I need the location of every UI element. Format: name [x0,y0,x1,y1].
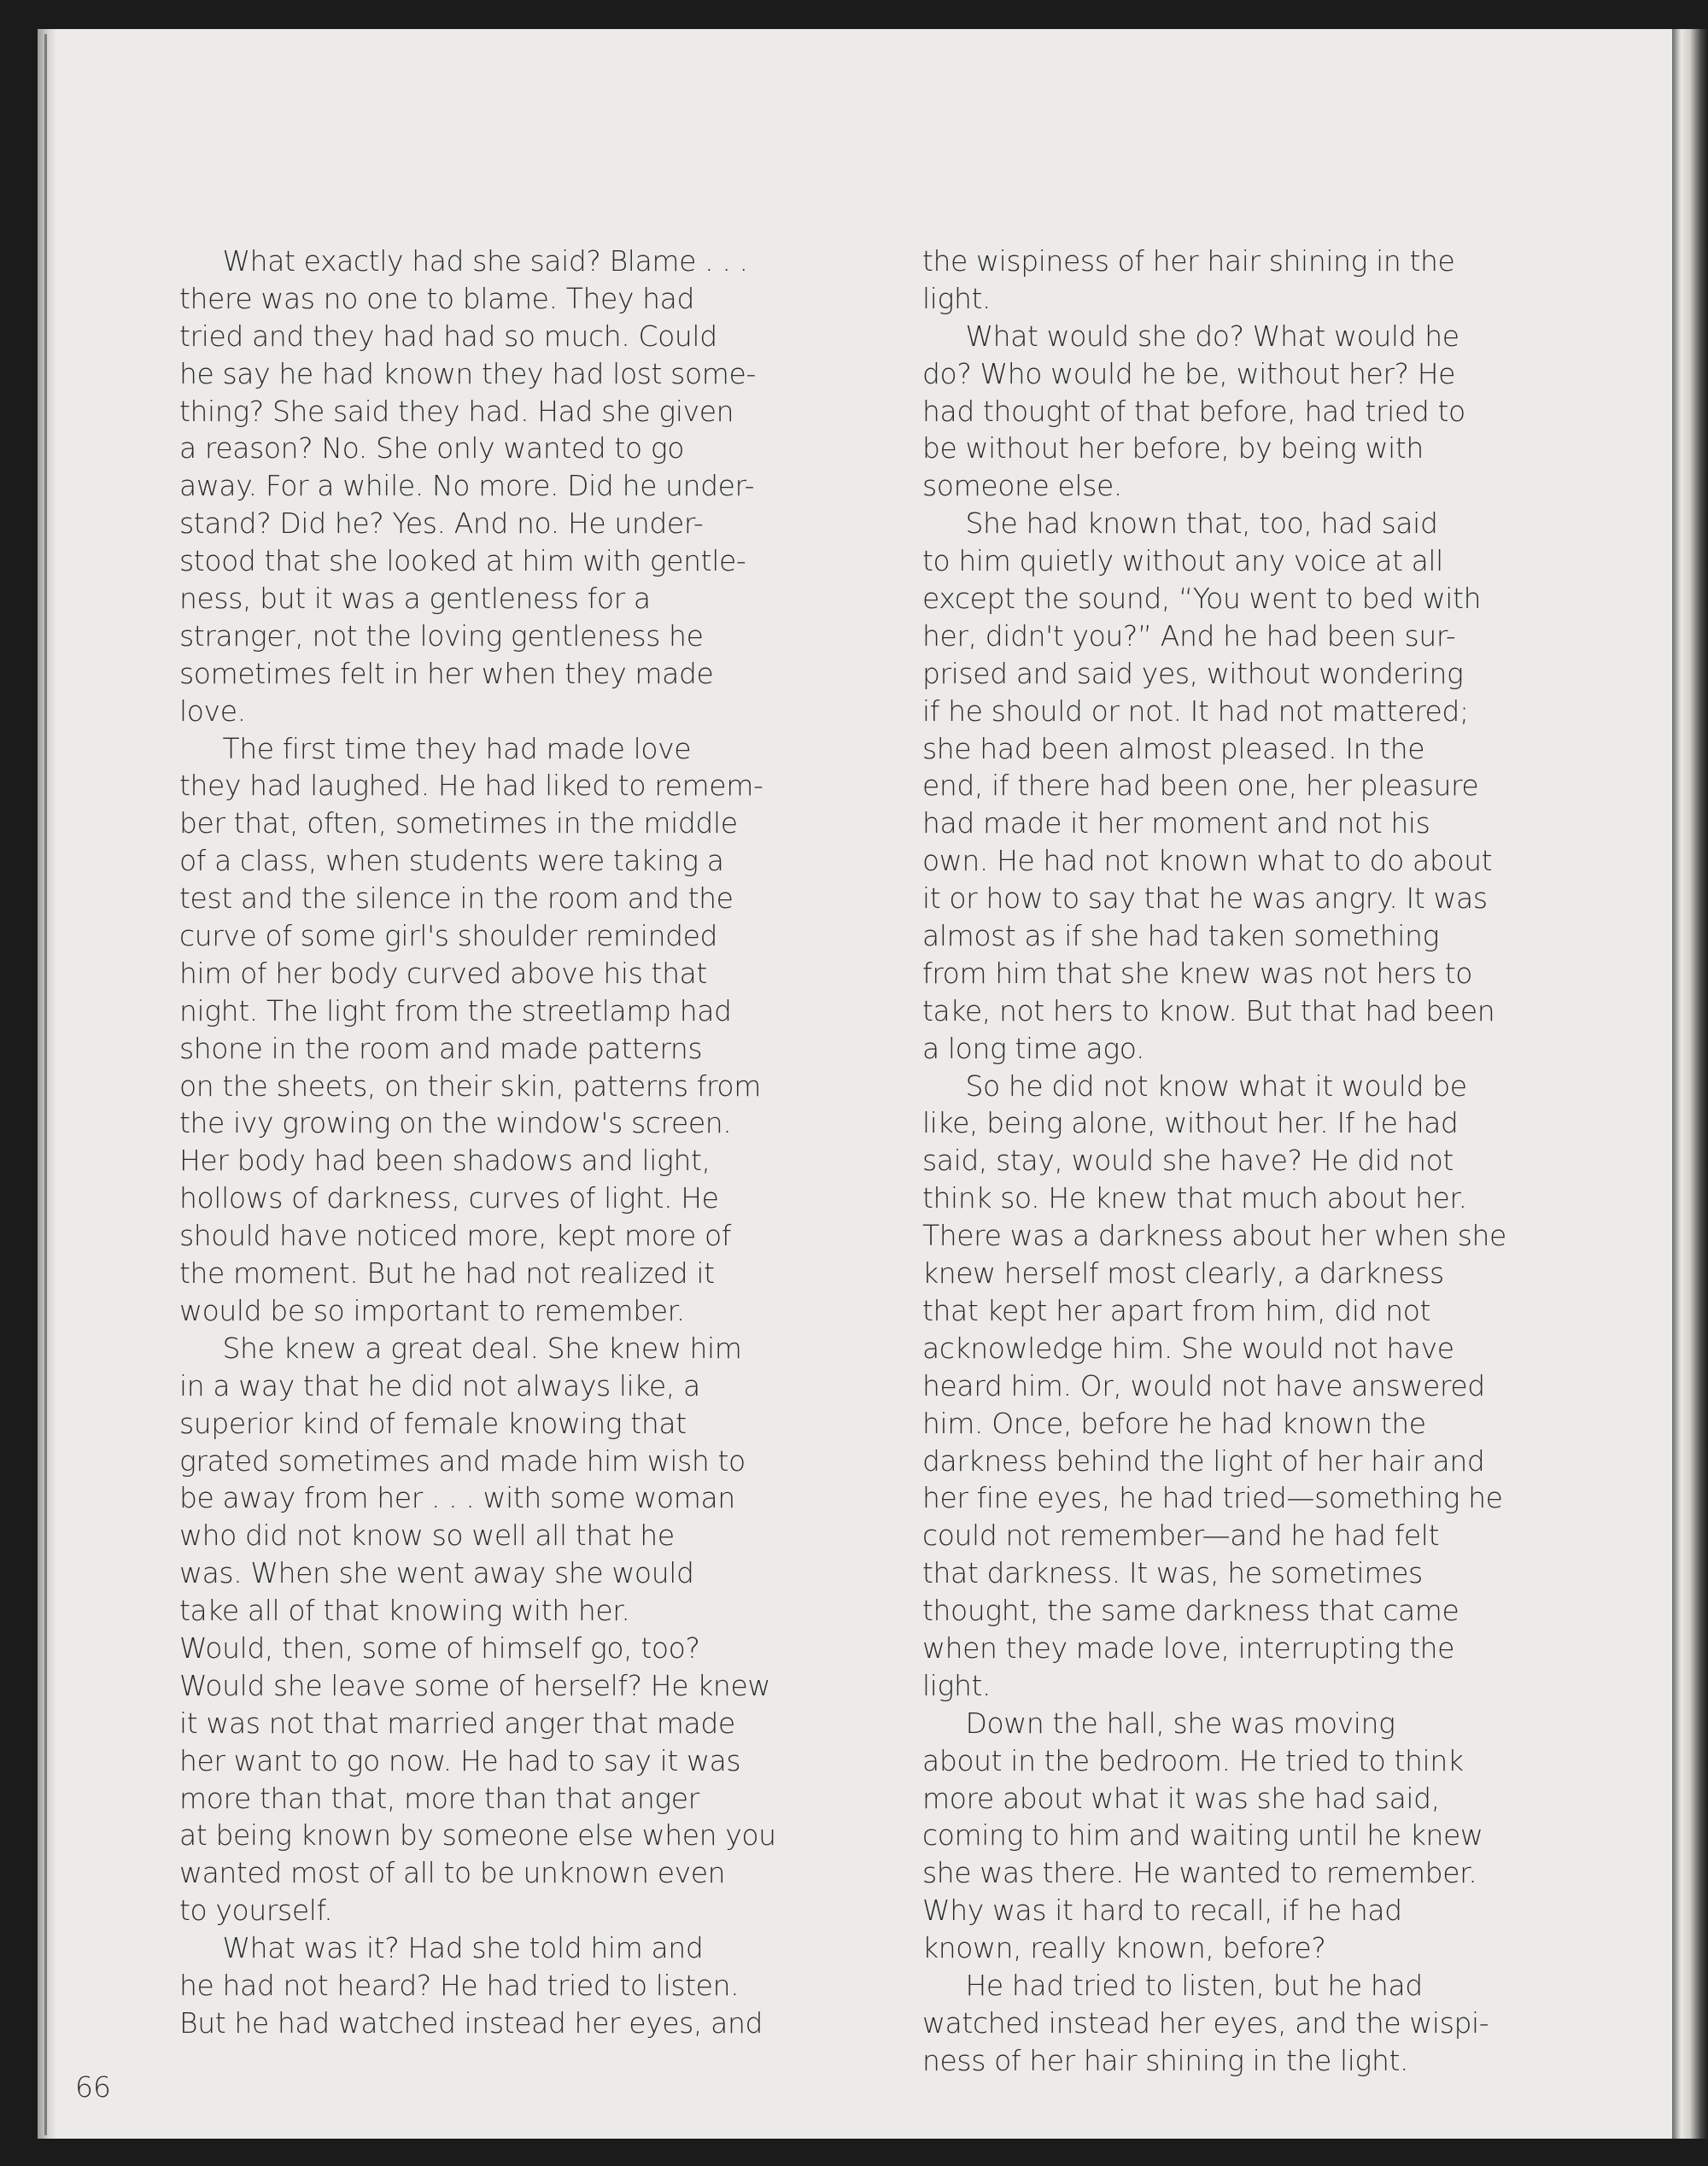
text-line: thought, the same darkness that came [922,1594,1459,1628]
text-line: grated sometimes and made him wish to [179,1443,746,1478]
text-line: had thought of that before, had tried to [922,394,1465,428]
text-line: stranger, not the loving gentleness he [179,618,704,653]
text-line: he say he had known they had lost some- [179,356,756,390]
page-number: 66 [75,2070,111,2104]
text-line: darkness behind the light of her hair and [922,1443,1485,1478]
text-line: acknowledge him. She would not have [922,1331,1454,1365]
text-line: stand? Did he? Yes. And no. He under- [179,506,704,541]
text-line: test and the silence in the room and the [179,881,734,916]
text-line: at being known by someone else when you [179,1818,776,1853]
text-line: said, stay, would she have? He did not [922,1144,1454,1178]
text-line: had made it her moment and not his [922,806,1430,840]
text-line: Down the hall, she was moving [922,1706,1395,1740]
text-line: could not remember—and he had felt [922,1519,1440,1553]
text-line: sometimes felt in her when they made [179,656,714,690]
text-line: think so. He knew that much about her. [922,1181,1467,1215]
text-line: the wispiness of her hair shining in the [922,244,1455,278]
text-line: Why was it hard to recall, if he had [922,1894,1402,1928]
text-line: if he should or not. It had not mattered; [922,694,1469,728]
text-line: that darkness. It was, he sometimes [922,1556,1423,1590]
text-line: What exactly had she said? Blame . . . [179,244,748,278]
text-line: he had not heard? He had tried to listen. [179,1968,740,2002]
text-line: to yourself. [179,1894,333,1928]
text-line: prised and said yes, without wondering [922,656,1464,690]
spine-shadow [38,29,56,2139]
text-line: light. [922,1668,991,1702]
text-line: She knew a great deal. She knew him [179,1331,742,1365]
text-line: be without her before, by being with [922,431,1424,465]
text-line: What would she do? What would he [922,319,1459,353]
text-line: to him quietly without any voice at all [922,544,1443,578]
text-line: in a way that he did not always like, a [179,1368,700,1402]
text-line: The first time they had made love [179,731,692,765]
text-line: He had tried to listen, but he had [922,1968,1423,2002]
text-line: a long time ago. [922,1031,1145,1065]
text-line: him. Once, before he had known the [922,1406,1426,1440]
text-line: wanted most of all to be unknown even [179,1856,726,1890]
page-edge-left [44,34,47,2135]
text-line: from him that she knew was not hers to [922,956,1473,990]
text-line: except the sound, “You went to bed with [922,582,1482,616]
text-line: her fine eyes, he had tried—something he [922,1481,1503,1515]
text-line: someone else. [922,469,1122,503]
text-line: own. He had not known what to do about [922,844,1493,878]
text-line: more than that, more than that anger [179,1781,699,1815]
text-line: heard him. Or, would not have answered [922,1368,1485,1402]
text-line: on the sheets, on their skin, patterns from [179,1068,761,1103]
text-line: would be so important to remember. [179,1293,685,1327]
text-line: So he did not know what it would be [922,1068,1467,1103]
text-line: more about what it was she had said, [922,1781,1440,1815]
text-line: it or how to say that he was angry. It was [922,881,1488,916]
text-line: stood that she looked at him with gentle- [179,544,746,578]
text-line: should have noticed more, kept more of [179,1219,732,1253]
text-line: ness, but it was a gentleness for a [179,582,651,616]
text-line: do? Who would he be, without her? He [922,356,1456,390]
text-line: her want to go now. He had to say it was [179,1743,741,1777]
text-line: him of her body curved above his that [179,956,707,990]
text-line: the ivy growing on the window's screen. [179,1106,732,1140]
text-line: superior kind of female knowing that [179,1406,687,1440]
text-line: that kept her apart from him, did not [922,1293,1431,1327]
text-line: light. [922,281,991,315]
text-line: it was not that married anger that made [179,1706,735,1740]
text-line: who did not know so well all that he [179,1519,675,1553]
text-line: almost as if she had taken something [922,919,1439,953]
text-line: take, not hers to know. But that had been [922,993,1495,1027]
right-text-column [922,243,1537,2080]
text-line: Would she leave some of herself? He knew [179,1668,770,1702]
text-line: the moment. But he had not realized it [179,1256,715,1291]
text-line: thing? She said they had. Had she given [179,394,734,428]
text-line: There was a darkness about her when she [922,1219,1506,1253]
text-line: hollows of darkness, curves of light. He [179,1181,719,1215]
text-line: known, really known, before? [922,1931,1326,1965]
left-text-column [179,243,794,2042]
text-line: curve of some girl's shoulder reminded [179,919,718,953]
text-line: away. For a while. No more. Did he under- [179,469,755,503]
text-line: tried and they had had so much. Could [179,319,717,353]
text-line: watched instead her eyes, and the wispi- [922,2005,1489,2040]
text-line: of a class, when students were taking a [179,844,724,878]
text-line: take all of that knowing with her. [179,1594,630,1628]
text-line: be away from her . . . with some woman [179,1481,735,1515]
text-line: ber that, often, sometimes in the middle [179,806,738,840]
text-line: there was no one to blame. They had [179,281,695,315]
text-line: was. When she went away she would [179,1556,694,1590]
text-line: She had known that, too, had said [922,506,1438,541]
page-edge-right [1672,29,1708,2139]
text-line: she was there. He wanted to remember. [922,1856,1477,1890]
text-line: What was it? Had she told him and [179,1931,704,1965]
text-line: love. [179,694,246,728]
text-line: night. The light from the streetlamp had [179,993,732,1027]
text-line: coming to him and waiting until he knew [922,1818,1483,1853]
text-line: when they made love, interrupting the [922,1630,1455,1665]
text-line: a reason? No. She only wanted to go [179,431,685,465]
text-line: end, if there had been one, her pleasure [922,769,1479,803]
text-line: they had laughed. He had liked to remem- [179,769,763,803]
text-line: Would, then, some of himself go, too? [179,1630,700,1665]
text-line: about in the bedroom. He tried to think [922,1743,1464,1777]
text-line: But he had watched instead her eyes, and [179,2005,763,2040]
text-line: knew herself most clearly, a darkness [922,1256,1444,1291]
text-line: she had been almost pleased. In the [922,731,1425,765]
text-line: Her body had been shadows and light, [179,1144,711,1178]
text-line: shone in the room and made patterns [179,1031,703,1065]
text-line: ness of her hair shining in the light. [922,2043,1409,2077]
text-line: her, didn't you?” And he had been sur- [922,618,1456,653]
text-line: like, being alone, without her. If he had [922,1106,1459,1140]
